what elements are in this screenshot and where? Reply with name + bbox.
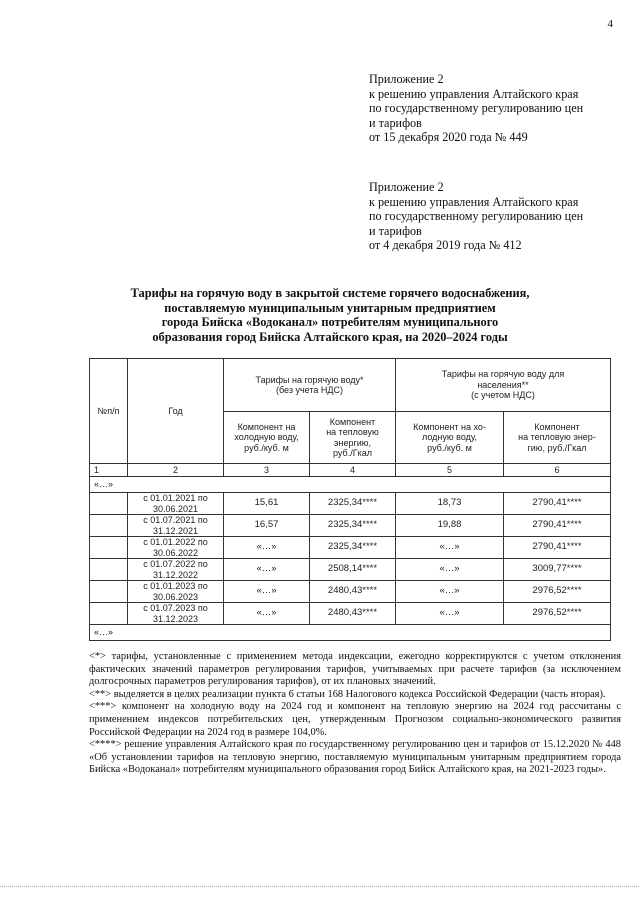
cell-cold-water-population: 19,88 [396, 515, 504, 537]
header-cold-water-component: Компонент на холодную воду, руб./куб. м [224, 412, 310, 464]
cell-heat-energy: 2325,34**** [310, 515, 396, 537]
appendix-line: от 15 декабря 2020 года № 449 [369, 130, 528, 144]
cell-cold-water: «…» [224, 581, 310, 603]
cell-heat-energy-population: 2790,41**** [504, 537, 611, 559]
appendix-line: Приложение 2 [369, 72, 444, 86]
footnote: <****> решение управления Алтайского края по государственному регулированию цен и тарифов от 15.12.2020 № 448 «Об установлении тарифов на тепловую энергию, поставляемую муниципальным унитарным предприятием города Бийска «Водоканал» потребителям муниципального образования город Бийск Алтайского края, на 2021-2023 годы». [89, 739, 621, 776]
cell-heat-energy: 2480,43**** [310, 581, 396, 603]
appendix-line: и тарифов [369, 223, 422, 238]
cell-heat-energy-population: 3009,77**** [504, 559, 611, 581]
title-line: поставляемую муниципальным унитарным предприятием [164, 300, 496, 315]
cell-heat-energy: 2480,43**** [310, 603, 396, 625]
footnote: <*> тарифы, установленные с применением метода индексации, ежегодно корректируются с учетом отклонения фактических значений параметров регулирования тарифов, учитываемых при расчете тарифов (за исключением долгосрочных параметров регулирования тарифов), от их плановых значений. [89, 651, 621, 688]
period-cell: с 01.07.2023 по 31.12.2023 [128, 603, 224, 625]
cell-heat-energy-population: 2790,41**** [504, 493, 611, 515]
period-cell: с 01.01.2021 по 30.06.2021 [128, 493, 224, 515]
scan-bottom-rule [0, 886, 639, 887]
ellipsis-row [90, 625, 611, 641]
header-tariffs-without-vat: Тарифы на горячую воду* (без учета НДС) [224, 359, 396, 412]
column-number: 3 [224, 464, 310, 477]
cell-heat-energy-population: 2976,52**** [504, 603, 611, 625]
appendix-line: и тарифов [369, 115, 422, 130]
cell-heat-energy: 2508,14**** [310, 559, 396, 581]
appendix-line: Приложение 2 [369, 180, 444, 194]
column-number: 5 [396, 464, 504, 477]
table-row [90, 603, 611, 625]
ellipsis-row [90, 477, 611, 493]
appendix-line: по государственному регулированию цен [369, 101, 584, 115]
table-row [90, 581, 611, 603]
cell-cold-water: 16,57 [224, 515, 310, 537]
column-number-row [90, 464, 611, 477]
cell-cold-water-population: «…» [396, 581, 504, 603]
appendix-line: к решению управления Алтайского края [369, 86, 579, 101]
header-cold-water-component-population: Компонент на хо- лодную воду, руб./куб. м [396, 412, 504, 464]
page-number: 4 [607, 18, 613, 30]
table-row [90, 537, 611, 559]
cell-cold-water-population: «…» [396, 603, 504, 625]
appendix-block-2020 [369, 72, 619, 145]
period-cell: с 01.01.2023 по 30.06.2023 [128, 581, 224, 603]
cell-cold-water: «…» [224, 603, 310, 625]
period-cell: с 01.07.2022 по 31.12.2022 [128, 559, 224, 581]
header-heat-energy-component-population: Компонент на тепловую энер- гию, руб./Гкал [504, 412, 611, 464]
table-row [90, 559, 611, 581]
cell-cold-water-population: 18,73 [396, 493, 504, 515]
header-number: №п/п [90, 359, 128, 464]
header-year: Год [128, 359, 224, 464]
appendix-block-2019 [369, 180, 619, 253]
column-number: 2 [128, 464, 224, 477]
footnotes [89, 651, 621, 777]
tariff-table [89, 358, 611, 641]
header-tariffs-population-with-vat: Тарифы на горячую воду для населения** (с учетом НДС) [396, 359, 611, 412]
period-cell: с 01.07.2021 по 31.12.2021 [128, 515, 224, 537]
appendix-line: по государственному регулированию цен [369, 209, 584, 223]
title-line: Тарифы на горячую воду в закрытой системе горячего водоснабжения, [130, 286, 530, 300]
cell-heat-energy-population: 2790,41**** [504, 515, 611, 537]
cell-cold-water-population: «…» [396, 537, 504, 559]
appendix-line: к решению управления Алтайского края [369, 194, 579, 209]
title-line: города Бийска «Водоканал» потребителям муниципального [161, 315, 499, 330]
cell-heat-energy: 2325,34**** [310, 493, 396, 515]
document-title [60, 286, 600, 344]
cell-cold-water: «…» [224, 559, 310, 581]
footnote: <**> выделяется в целях реализации пункта 6 статьи 168 Налогового кодекса Российской Федерации (часть вторая). [89, 688, 606, 700]
column-number: 1 [90, 464, 128, 477]
ellipsis-cell: «…» [90, 477, 611, 493]
column-number: 4 [310, 464, 396, 477]
column-number: 6 [504, 464, 611, 477]
cell-heat-energy: 2325,34**** [310, 537, 396, 559]
footnote: <***> компонент на холодную воду на 2024 год и компонент на тепловую энергию на 2024 год рассчитаны с применением индексов потребительских цен, утвержденным Прогнозом социально-экономического развития Российской Федерации на 2024 год в размере 104,0%. [89, 701, 621, 738]
cell-cold-water: 15,61 [224, 493, 310, 515]
appendix-line: от 4 декабря 2019 года № 412 [369, 238, 522, 252]
table-row [90, 515, 611, 537]
table-row [90, 493, 611, 515]
cell-cold-water-population: «…» [396, 559, 504, 581]
cell-cold-water: «…» [224, 537, 310, 559]
header-heat-energy-component: Компонент на тепловую энергию, руб./Гкал [310, 412, 396, 464]
cell-heat-energy-population: 2976,52**** [504, 581, 611, 603]
title-line: образования город Бийска Алтайского края, на 2020–2024 годы [152, 329, 508, 344]
ellipsis-cell: «…» [90, 625, 611, 641]
period-cell: с 01.01.2022 по 30.06.2022 [128, 537, 224, 559]
